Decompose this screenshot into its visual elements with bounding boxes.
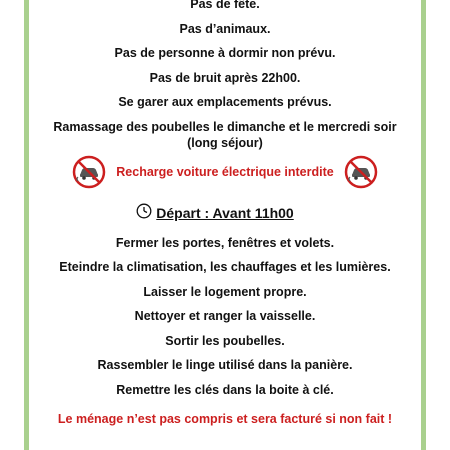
rule-trash-collection: Ramassage des poubelles le dimanche et le mercredi soir xyxy=(53,119,397,134)
rule-turn-off-appliances: Eteindre la climatisation, les chauffages et les lumières. xyxy=(59,260,391,274)
departure-title: Départ : Avant 11h00 xyxy=(156,204,294,221)
page-border-left xyxy=(24,0,29,450)
rule-parking: Se garer aux emplacements prévus. xyxy=(118,95,332,109)
house-rules-document xyxy=(30,0,420,426)
rule-close-doors: Fermer les portes, fenêtres et volets. xyxy=(115,235,335,250)
rule-dishes: Nettoyer et ranger la vaisselle. xyxy=(134,309,316,323)
rule-no-extra-sleepers: Pas de personne à dormir non prévu. xyxy=(114,46,336,60)
rule-return-keys: Remettre les clés dans la boite à clé. xyxy=(116,382,334,397)
rule-take-out-trash: Sortir les poubelles. xyxy=(165,333,285,348)
rule-no-noise: Pas de bruit après 22h00. xyxy=(149,70,301,85)
no-ev-charging-icon xyxy=(344,155,378,189)
rule-trash-collection-note: (long séjour) xyxy=(187,135,263,150)
rule-clean-home: Laisser le logement propre. xyxy=(143,284,307,299)
rule-no-party: Pas de fête. xyxy=(190,0,260,11)
rule-gather-linen: Rassembler le linge utilisé dans la panière. xyxy=(97,358,353,372)
cleaning-fee-warning: Le ménage n’est pas compris et sera facturé si non fait ! xyxy=(57,412,393,426)
no-ev-charging-icon xyxy=(72,155,106,189)
ev-charging-forbidden-text: Recharge voiture électrique interdite xyxy=(116,164,334,179)
ev-charging-banner xyxy=(30,153,420,191)
rule-no-animals: Pas d’animaux. xyxy=(179,21,271,36)
departure-heading xyxy=(30,195,420,231)
page-border-right xyxy=(421,0,426,450)
clock-icon xyxy=(136,203,152,219)
